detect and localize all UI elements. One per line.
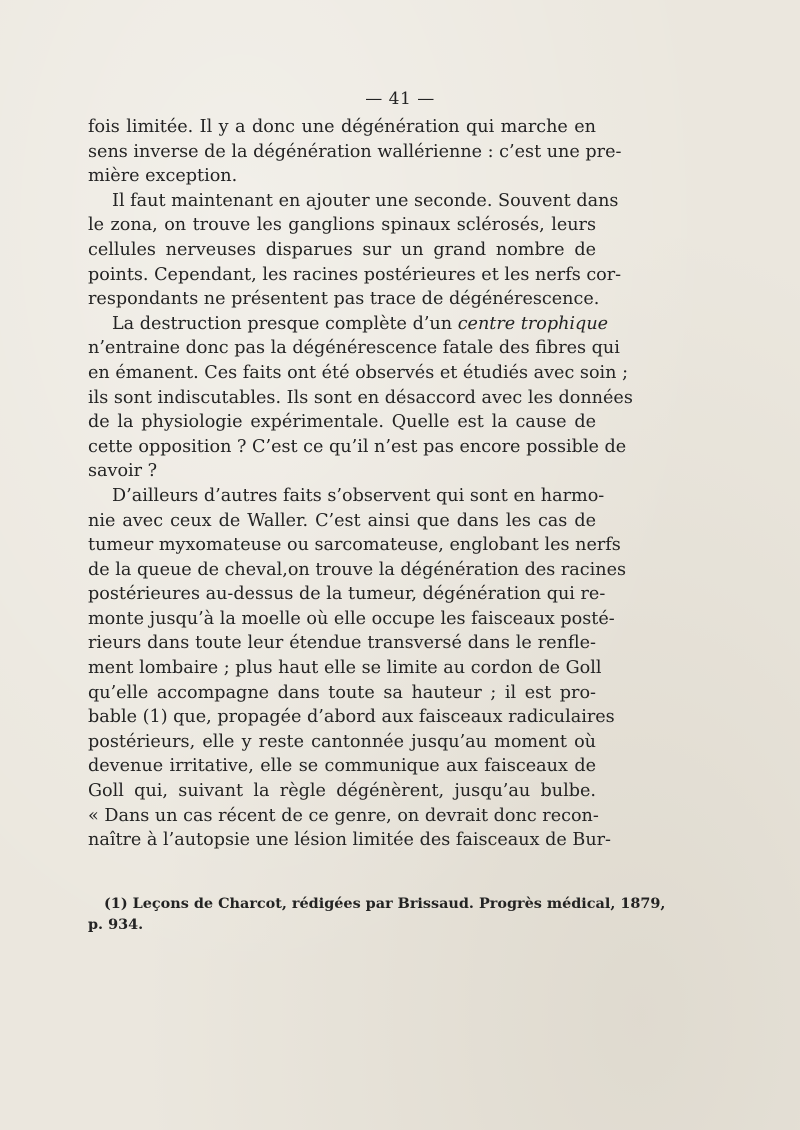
text-line: n’entraine donc pas la dégénérescence fatale des fibres qui bbox=[88, 338, 620, 359]
text-line: D’ailleurs d’autres faits s’observent qui sont en harmo- bbox=[112, 485, 605, 506]
text-line: naître à l’autopsie une lésion limitée des faisceaux de Bur- bbox=[88, 830, 612, 851]
text-line: points. Cependant, les racines postérieures et les nerfs cor- bbox=[88, 264, 622, 285]
text-line: ils sont indiscutables. Ils sont en désaccord avec les données bbox=[88, 387, 633, 408]
text-line: tumeur myxomateuse ou sarcomateuse, englobant les nerfs bbox=[88, 535, 621, 556]
text-line: de la physiologie expérimentale. Quelle est la cause de bbox=[88, 412, 596, 433]
text-line: nie avec ceux de Waller. C’est ainsi que dans les cas de bbox=[88, 510, 596, 531]
footnote bbox=[88, 893, 666, 935]
text-line: ment lombaire ; plus haut elle se limite au cordon de Goll bbox=[88, 658, 602, 679]
text-line: cette opposition ? C’est ce qu’il n’est pas encore possible de bbox=[88, 436, 627, 457]
paragraph-2 bbox=[88, 189, 622, 312]
footnote-line: p. 934. bbox=[88, 916, 144, 933]
paragraph-1 bbox=[88, 115, 622, 189]
text-line: le zona, on trouve les ganglions spinaux sclérosés, leurs bbox=[88, 215, 596, 236]
footnote-line: (1) Leçons de Charcot, rédigées par Brissaud. Progrès médical, 1879, bbox=[104, 895, 666, 912]
footnote-divider bbox=[88, 884, 228, 885]
text-line: monte jusqu’à la moelle où elle occupe les faisceaux posté- bbox=[88, 608, 615, 629]
paragraph-3 bbox=[88, 312, 633, 484]
text-line: postérieures au-dessus de la tumeur, dégénération qui re- bbox=[88, 584, 606, 605]
text-line: en émanent. Ces faits ont été observés et étudiés avec soin ; bbox=[88, 362, 629, 383]
text-line bbox=[88, 312, 609, 337]
text-line: bable (1) que, propagée d’abord aux faisceaux radiculaires bbox=[88, 707, 615, 728]
text-line: mière exception. bbox=[88, 166, 238, 187]
text-line: Il faut maintenant en ajouter une seconde. Souvent dans bbox=[112, 190, 619, 211]
text-line: qu’elle accompagne dans toute sa hauteur ; il est pro- bbox=[88, 682, 596, 703]
text-line: postérieurs, elle y reste cantonnée jusqu’au moment où bbox=[88, 731, 596, 752]
text-line: respondants ne présentent pas trace de dégénérescence. bbox=[88, 289, 600, 310]
body-text bbox=[88, 115, 633, 853]
italic-term: centre trophique bbox=[457, 313, 609, 334]
text-line: de la queue de cheval,on trouve la dégénération des racines bbox=[88, 559, 627, 580]
text-line: devenue irritative, elle se communique aux faisceaux de bbox=[88, 756, 596, 777]
text-line: fois limitée. Il y a donc une dégénération qui marche en bbox=[88, 117, 596, 137]
text-fragment: La destruction presque complète d’un bbox=[112, 313, 458, 334]
text-line: cellules nerveuses disparues sur un grand nombre de bbox=[88, 239, 596, 260]
text-line: « Dans un cas récent de ce genre, on devrait donc recon- bbox=[88, 805, 599, 826]
page-number: — 41 — bbox=[365, 89, 435, 109]
paragraph-4 bbox=[88, 484, 627, 853]
text-line: sens inverse de la dégénération wallérienne : c’est une pre- bbox=[88, 141, 622, 162]
text-line: Goll qui, suivant la règle dégénèrent, jusqu’au bulbe. bbox=[88, 781, 596, 802]
text-line: savoir ? bbox=[88, 461, 158, 482]
text-line: rieurs dans toute leur étendue transversé dans le renfle- bbox=[88, 633, 596, 654]
